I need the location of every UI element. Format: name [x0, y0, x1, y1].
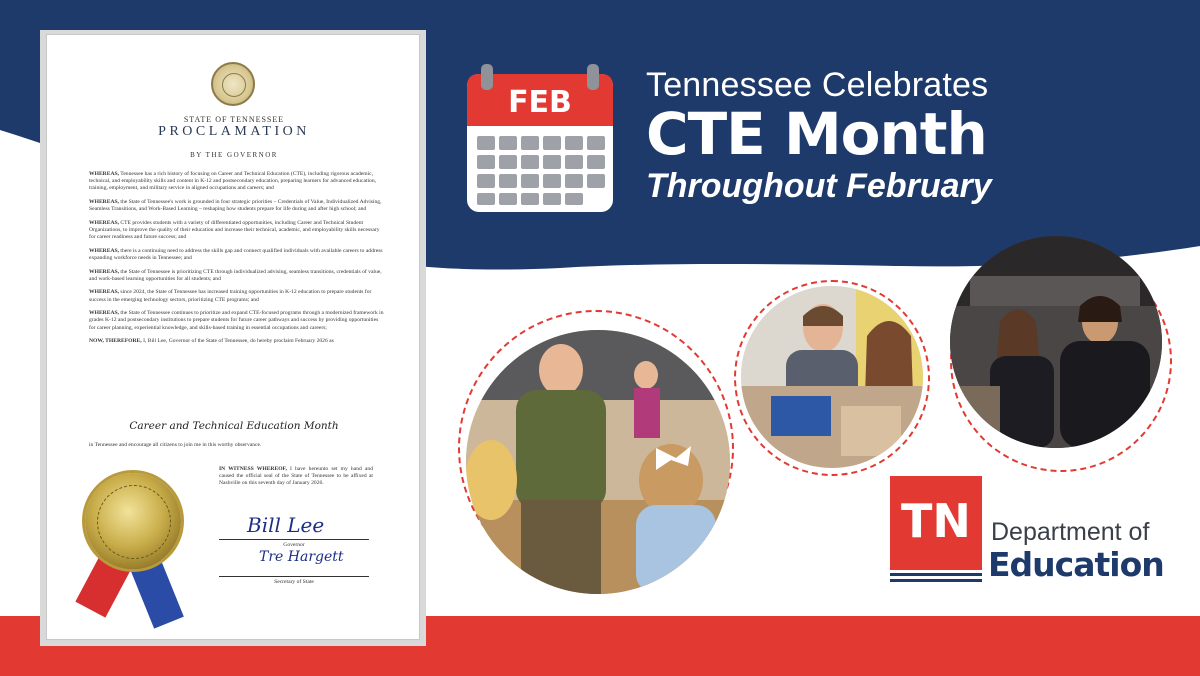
tn-logo-mark: TN	[890, 476, 982, 570]
photo-circle-classroom	[466, 330, 730, 594]
paragraph: WHEREAS, the State of Tennessee continues to prioritize and expand CTE-focused programs through a modernized framework in grades K-12 and postsecondary institutions to prepare students for future career pathways and success by providing opportunities for career planning, experiential knowledge, and skills-based training in essential occupations and careers;	[89, 310, 384, 331]
paragraph: NOW, THEREFORE, I, Bill Lee, Governor of the State of Tennessee, do hereby proclaim February 2026 as	[89, 338, 334, 345]
calendar-month: FEB	[508, 85, 572, 120]
calendar-icon	[467, 64, 613, 212]
document-body	[89, 171, 385, 352]
signature-line	[219, 576, 369, 577]
paragraph: WHEREAS, since 2024, the State of Tennessee has increased training opportunities in K-12 education to prepare students for success in the emerging technology sectors, prioritizing CTE programs; and	[89, 289, 372, 303]
logo-underline	[890, 573, 982, 576]
headline-line3: Throughout February	[646, 167, 992, 205]
governor-role: Governor	[283, 542, 305, 548]
document-by-line: BY THE GOVERNOR	[190, 151, 278, 159]
paragraph: WHEREAS, the State of Tennessee is prioritizing CTE through individualized advising, seamless transitions, credentials of value, and work-based learning opportunities for all students; and	[89, 268, 382, 282]
observance-text: in Tennessee and encourage all citizens to join me in this worthy observance.	[89, 442, 262, 448]
gold-seal-icon	[85, 473, 181, 569]
state-seal-icon	[211, 62, 255, 106]
signature-line	[219, 539, 369, 540]
logo-department-text: Department of	[991, 518, 1150, 546]
paragraph: WHEREAS, CTE provides students with a variety of differentiated opportunities, including Career and Technical Student Organizations, to improve the quality of their education and increase their technical, academic, and employability skills necessary for career readiness and future success; and	[89, 219, 380, 241]
secretary-role: Secretary of State	[274, 579, 314, 585]
logo-education-text: Education	[988, 545, 1164, 584]
headline-line1: Tennessee Celebrates	[646, 66, 989, 104]
logo-underline	[890, 579, 982, 582]
witness-text: IN WITNESS WHEREOF, I have hereunto set my hand and caused the official seal of the State of Tennessee to be affixed at Nashville on this seventh day of January 2026.	[219, 466, 374, 487]
photo-circle-students	[741, 286, 923, 468]
secretary-signature: Tre Hargett	[259, 549, 344, 565]
document-title: PROCLAMATION	[158, 124, 310, 139]
paragraph: WHEREAS, Tennessee has a rich history of focusing on Career and Technical Education (CTE), including rigorous academic, technical, and employability skills and content in K-12 and postsecondary education, preparing learners for advanced education, training, employment, and military service in aligned occupations and careers; and	[89, 171, 377, 192]
document-state: STATE OF TENNESSEE	[183, 115, 285, 124]
proclamation-month-title: Career and Technical Education Month	[129, 420, 339, 432]
paragraph: WHEREAS, there is a continuing need to address the skills gap and connect qualified individuals with available careers to address expanding workforce needs in Tennessee; and	[89, 247, 383, 261]
headline-line2: CTE Month	[646, 100, 987, 168]
proclamation-document	[46, 34, 420, 640]
photo-circle-automotive	[950, 236, 1162, 448]
governor-signature: Bill Lee	[247, 513, 325, 537]
paragraph: WHEREAS, the State of Tennessee's work is grounded in four strategic priorities – Credentials of Value, Individualized Advising, Seamless Transitions, and Work-Based Learning – reshaping how students prepare for life during and after high school; and	[89, 199, 382, 213]
